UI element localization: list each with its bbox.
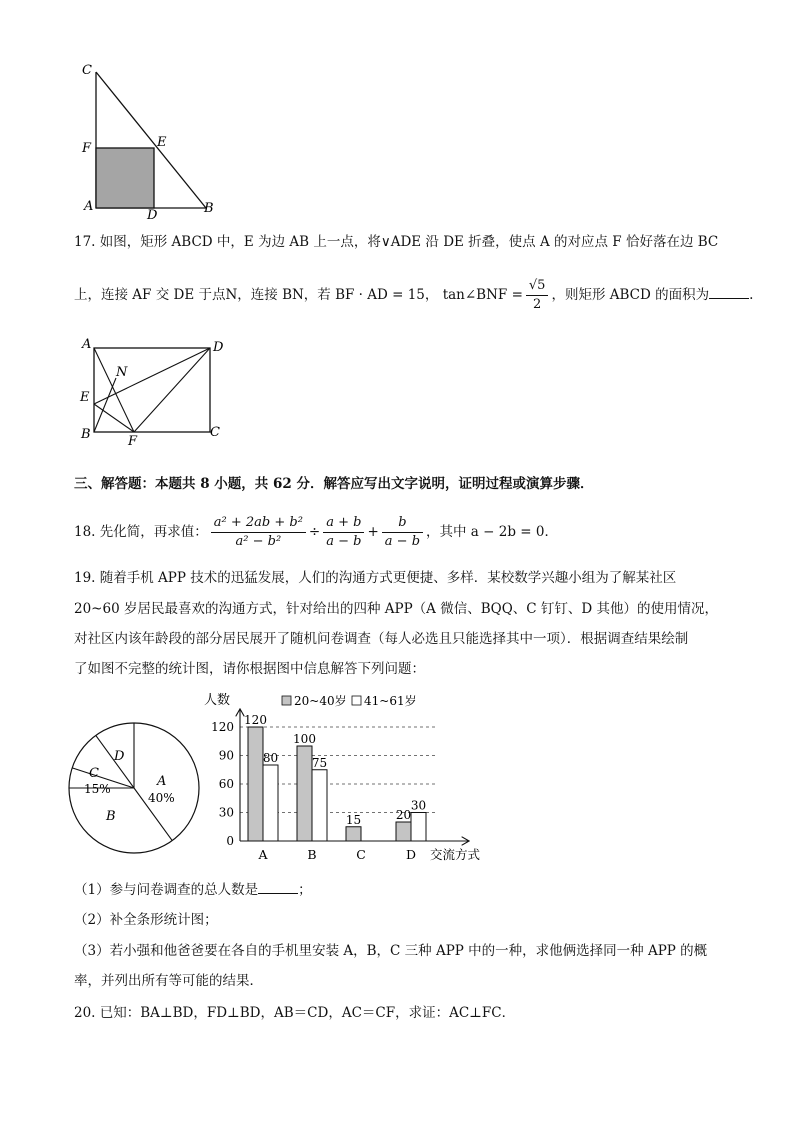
q18-frac3 bbox=[382, 514, 423, 551]
label-E: E bbox=[157, 135, 167, 150]
q17-label-C: C bbox=[210, 425, 220, 440]
y-tick-label: 60 bbox=[218, 777, 234, 791]
q17-answer-blank[interactable] bbox=[709, 284, 749, 299]
q19-sub3b: 率，并列出所有等可能的结果． bbox=[74, 973, 263, 989]
q19-line2: 20~60 岁居民最喜欢的沟通方式，针对给出的四种 APP（A 微信、BQQ、C 钉钉、D 其他）的使用情况， bbox=[74, 601, 718, 617]
label-C: C bbox=[82, 63, 92, 78]
bar-value-label: 100 bbox=[293, 732, 316, 746]
q17-line2-b: ，则矩形 ABCD 的面积为 bbox=[551, 287, 710, 303]
q17-line1: 17. 如图，矩形 ABCD 中，E 为边 AB 上一点，将∨ADE 沿 DE 折叠，使点 A 的对应点 F 恰好落在边 BC bbox=[74, 234, 719, 250]
section3-heading: 三、解答题：本题共 8 小题，共 62 分．解答应写出文字说明，证明过程或演算步骤． bbox=[74, 476, 594, 492]
q17-label-N: N bbox=[116, 365, 128, 380]
legend-swatch-41-61 bbox=[352, 696, 361, 705]
x-category-label: B bbox=[307, 847, 317, 862]
q17-label-D: D bbox=[213, 340, 224, 355]
q17-line2 bbox=[74, 277, 753, 314]
label-F: F bbox=[82, 141, 92, 156]
bar-value-label: 75 bbox=[311, 755, 328, 770]
q19-line3: 对社区内该年龄段的部分居民展开了随机问卷调查（每人必选且只能选择其中一项）．根据调查结果绘制 bbox=[74, 631, 689, 647]
bar-C-series0 bbox=[346, 827, 361, 841]
bar-A-series0 bbox=[248, 727, 263, 841]
legend-swatch-20-40 bbox=[282, 696, 291, 705]
shaded-square bbox=[96, 148, 154, 208]
bar-B-series0 bbox=[297, 746, 312, 841]
q19-line1: 19. 随着手机 APP 技术的迅猛发展，人们的沟通方式更便捷、多样．某校数学兴趣小组为了解某社区 bbox=[74, 570, 677, 586]
bar-A-series1 bbox=[263, 765, 278, 841]
q17-tan: tan∠BNF = bbox=[442, 287, 523, 303]
q18-frac2-num: a + b bbox=[323, 514, 364, 533]
y-tick-label: 30 bbox=[218, 805, 234, 820]
q17-tan-den: 2 bbox=[533, 297, 542, 312]
q18-op1: ÷ bbox=[308, 524, 321, 540]
chart-ylabel: 人数 bbox=[204, 693, 231, 708]
q18 bbox=[74, 512, 558, 552]
bar-chart bbox=[196, 688, 496, 868]
chart-xlabel: 交流方式 bbox=[430, 847, 481, 862]
y-tick-label: 90 bbox=[218, 748, 234, 763]
q18-op2: + bbox=[367, 524, 379, 540]
q18-suffix: ，其中 a − 2b = 0． bbox=[426, 524, 558, 540]
bar-value-label: 20 bbox=[395, 808, 412, 822]
q17-label-E: E bbox=[80, 390, 90, 405]
bar-value-label: 80 bbox=[262, 751, 279, 765]
q17-label-B: B bbox=[81, 427, 91, 442]
q18-frac2 bbox=[323, 514, 364, 551]
pie-pct-A: 40% bbox=[148, 791, 175, 805]
q17-end: . bbox=[749, 287, 754, 303]
pie-pct-C: 15% bbox=[84, 782, 111, 796]
q19-sub1-end: ； bbox=[298, 882, 312, 898]
legend-label-20-40: 20~40岁 bbox=[294, 694, 347, 708]
q19-sub1-text: （1）参与问卷调查的总人数是 bbox=[74, 882, 259, 898]
bar-value-label: 120 bbox=[244, 713, 267, 727]
q19-sub1 bbox=[74, 879, 312, 900]
bar-value-label: 30 bbox=[410, 798, 427, 813]
q19-line4: 了如图不完整的统计图，请你根据图中信息解答下列问题： bbox=[74, 661, 425, 677]
bar-B-series1 bbox=[312, 770, 327, 841]
q18-frac2-den: a − b bbox=[326, 534, 362, 549]
bar-D-series1 bbox=[411, 813, 426, 842]
q17-tan-fraction bbox=[526, 277, 549, 314]
q18-frac3-den: a − b bbox=[384, 534, 421, 549]
legend-label-41-61: 41~61岁 bbox=[364, 694, 417, 708]
top-figure bbox=[70, 58, 230, 223]
x-category-label: D bbox=[405, 847, 417, 862]
q18-frac1-den: a² − b² bbox=[235, 534, 282, 549]
label-A: A bbox=[84, 199, 94, 214]
q18-prefix: 18. 先化简，再求值： bbox=[74, 524, 208, 540]
pie-label-D: D bbox=[114, 749, 125, 764]
pie-label-B: B bbox=[106, 809, 116, 824]
q17-tan-num: √5 bbox=[526, 277, 549, 296]
bar-D-series0 bbox=[396, 822, 411, 841]
pie-label-A: A bbox=[157, 774, 167, 789]
q19-sub2: （2）补全条形统计图； bbox=[74, 912, 218, 928]
q19-sub3a: （3）若小强和他爸爸要在各自的手机里安装 A，B，C 三种 APP 中的一种，求他俩选择同一种 APP 的概 bbox=[74, 943, 708, 959]
q18-frac1 bbox=[211, 514, 306, 551]
q17-figure bbox=[72, 332, 232, 450]
label-D: D bbox=[147, 208, 158, 223]
q17-line2-a: 上，连接 AF 交 DE 于点N，连接 BN，若 BF · AD = 15， bbox=[74, 287, 439, 303]
q17-label-A: A bbox=[82, 337, 92, 352]
pie-label-C: C bbox=[89, 766, 99, 781]
q18-frac1-num: a² + 2ab + b² bbox=[211, 514, 306, 533]
q20: 20. 已知：BA⊥BD，FD⊥BD，AB＝CD，AC＝CF，求证：AC⊥FC． bbox=[74, 1005, 516, 1021]
q19-sub1-blank[interactable] bbox=[258, 879, 298, 894]
y-tick-label: 120 bbox=[211, 720, 234, 734]
q17-label-F: F bbox=[128, 434, 138, 449]
pie-chart bbox=[66, 720, 206, 856]
q18-frac3-num: b bbox=[382, 514, 423, 533]
x-category-label: C bbox=[356, 847, 366, 862]
label-B: B bbox=[204, 201, 214, 216]
x-category-label: A bbox=[258, 847, 268, 862]
y-tick-label: 0 bbox=[226, 834, 234, 848]
bar-value-label: 15 bbox=[345, 812, 362, 827]
